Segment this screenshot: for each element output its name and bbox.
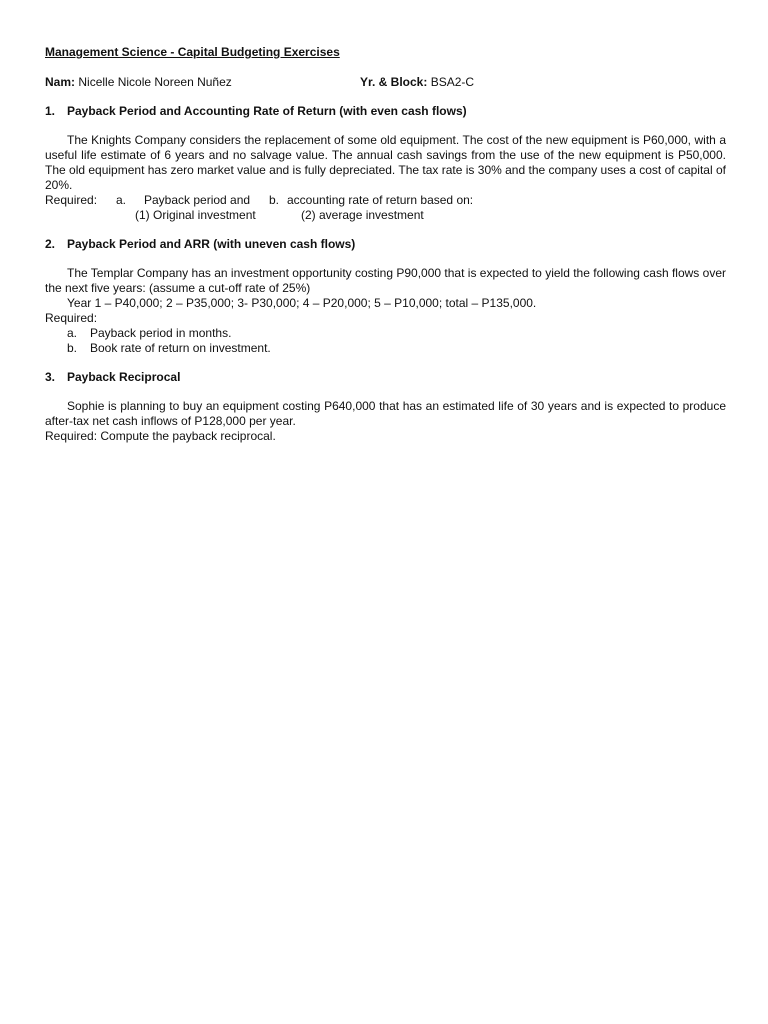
section-3-paragraph: Sophie is planning to buy an equipment costing P640,000 that has an estimated life of 30 years and is expected to produce after-tax net cash inflows of P128,000 per year. [45, 399, 726, 428]
document-title: Management Science - Capital Budgeting Exercises [45, 45, 340, 59]
section-3-required: Required: Compute the payback reciprocal. [45, 429, 276, 443]
block-field [360, 75, 474, 90]
section-2-number: 2. [45, 237, 56, 251]
section-2-paragraph: The Templar Company has an investment opportunity costing P90,000 that is expected to yield the following cash flows over the next five years: (assume a cut-off rate of 25%) [45, 266, 726, 295]
list-item-marker: a. [67, 326, 78, 340]
section-2-cash-flows: Year 1 – P40,000; 2 – P35,000; 3- P30,000; 4 – P20,000; 5 – P10,000; total – P135,000. [67, 296, 537, 310]
section-1-req-a-text: Payback period and [144, 193, 251, 207]
section-1-sub-row [45, 208, 726, 223]
block-value: BSA2-C [430, 75, 475, 89]
section-1-heading [45, 104, 726, 119]
section-1-paragraph: The Knights Company considers the replacement of some old equipment. The cost of the new equipment is P60,000, with a useful life estimate of 6 years and no salvage value. The annual cash savings from the use of the new equipment is P50,000. The old equipment has zero market value and is fully depreciated. The tax rate is 30% and the company uses a cost of capital of 20%. [45, 133, 726, 192]
block-label: Yr. & Block: [360, 75, 428, 89]
section-1-title: Payback Period and Accounting Rate of Return (with even cash flows) [67, 104, 467, 118]
section-2-title: Payback Period and ARR (with uneven cash flows) [67, 237, 356, 251]
name-label: Nam: [45, 75, 76, 89]
document-page [45, 45, 726, 444]
section-3-title: Payback Reciprocal [67, 370, 181, 384]
section-2-required-label: Required: [45, 311, 98, 325]
section-1-required-row [45, 193, 726, 208]
list-item-marker: b. [67, 341, 78, 355]
section-1-req-b-marker: b. [269, 193, 280, 207]
section-1-sub-1: (1) Original investment [135, 208, 256, 222]
section-2-heading [45, 237, 726, 252]
name-field [45, 75, 232, 89]
section-1-required-label: Required: [45, 193, 98, 207]
list-item [45, 326, 726, 341]
list-item-text: Book rate of return on investment. [90, 341, 271, 355]
section-3-number: 3. [45, 370, 56, 384]
student-info-row [45, 75, 726, 90]
name-value: Nicelle Nicole Noreen Nuñez [78, 75, 232, 89]
section-1-number: 1. [45, 104, 56, 118]
section-1-sub-2: (2) average investment [301, 208, 424, 222]
section-1-req-b-text: accounting rate of return based on: [287, 193, 474, 207]
section-1-req-a-marker: a. [116, 193, 127, 207]
list-item [45, 341, 726, 356]
section-3-heading [45, 370, 726, 385]
list-item-text: Payback period in months. [90, 326, 232, 340]
